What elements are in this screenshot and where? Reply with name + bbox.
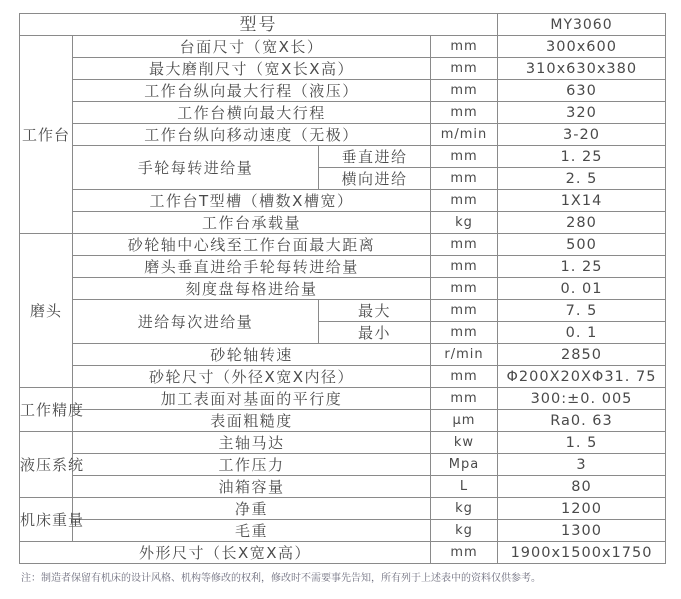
value-cell: 1. 5 bbox=[498, 432, 666, 454]
param-label: 工作台纵向最大行程（液压） bbox=[73, 80, 431, 102]
unit-cell: mm bbox=[431, 168, 498, 190]
unit-cell: mm bbox=[431, 256, 498, 278]
param-label: 工作压力 bbox=[73, 454, 431, 476]
value-cell: 1200 bbox=[498, 498, 666, 520]
unit-cell: L bbox=[431, 476, 498, 498]
group-label: 机床重量 bbox=[20, 498, 73, 542]
table-row bbox=[20, 432, 666, 454]
param-label: 加工表面对基面的平行度 bbox=[73, 388, 431, 410]
table-row bbox=[20, 212, 666, 234]
unit-cell: mm bbox=[431, 234, 498, 256]
spec-table bbox=[19, 13, 666, 564]
value-cell: 500 bbox=[498, 234, 666, 256]
spec-table-body bbox=[20, 14, 666, 564]
param-label: 油箱容量 bbox=[73, 476, 431, 498]
table-row bbox=[20, 476, 666, 498]
value-cell: 1. 25 bbox=[498, 146, 666, 168]
sub-param-label: 垂直进给 bbox=[319, 146, 431, 168]
param-label: 砂轮轴转速 bbox=[73, 344, 431, 366]
value-cell: 320 bbox=[498, 102, 666, 124]
table-row bbox=[20, 58, 666, 80]
param-label: 手轮每转进给量 bbox=[73, 146, 319, 190]
value-cell: Ra0. 63 bbox=[498, 410, 666, 432]
table-row bbox=[20, 388, 666, 410]
sub-param-label: 最大 bbox=[319, 300, 431, 322]
sub-param-label: 最小 bbox=[319, 322, 431, 344]
value-cell: 7. 5 bbox=[498, 300, 666, 322]
unit-cell: mm bbox=[431, 278, 498, 300]
value-cell: 1900x1500x1750 bbox=[498, 542, 666, 564]
unit-cell: Mpa bbox=[431, 454, 498, 476]
table-row bbox=[20, 344, 666, 366]
sub-param-label: 横向进给 bbox=[319, 168, 431, 190]
table-row bbox=[20, 36, 666, 58]
param-label: 砂轮尺寸（外径X宽X内径） bbox=[73, 366, 431, 388]
unit-cell: mm bbox=[431, 80, 498, 102]
value-cell: 3-20 bbox=[498, 124, 666, 146]
param-label: 台面尺寸（宽X长） bbox=[73, 36, 431, 58]
table-row bbox=[20, 256, 666, 278]
unit-cell: mm bbox=[431, 102, 498, 124]
param-label: 工作台纵向移动速度（无极） bbox=[73, 124, 431, 146]
param-label: 净重 bbox=[73, 498, 431, 520]
value-cell: 2850 bbox=[498, 344, 666, 366]
param-label: 主轴马达 bbox=[73, 432, 431, 454]
model-label: 型号 bbox=[20, 14, 498, 36]
table-row bbox=[20, 234, 666, 256]
unit-cell: kw bbox=[431, 432, 498, 454]
value-cell: 0. 1 bbox=[498, 322, 666, 344]
table-row bbox=[20, 542, 666, 564]
param-label: 刻度盘每格进给量 bbox=[73, 278, 431, 300]
param-label: 工作台T型槽（槽数X槽宽） bbox=[73, 190, 431, 212]
param-label: 进给每次进给量 bbox=[73, 300, 319, 344]
table-row bbox=[20, 146, 666, 168]
unit-cell: mm bbox=[431, 366, 498, 388]
unit-cell: mm bbox=[431, 58, 498, 80]
value-cell: 1300 bbox=[498, 520, 666, 542]
unit-cell: mm bbox=[431, 542, 498, 564]
unit-cell: mm bbox=[431, 146, 498, 168]
table-row bbox=[20, 80, 666, 102]
value-cell: 300x600 bbox=[498, 36, 666, 58]
disclaimer-note: 注：制造者保留有机床的设计风格、机构等修改的权利，修改时不需要事先告知，所有列于上述表中的资料仅供参考。 bbox=[21, 573, 541, 584]
table-row bbox=[20, 278, 666, 300]
value-cell: 1. 25 bbox=[498, 256, 666, 278]
value-cell: 300:±0. 005 bbox=[498, 388, 666, 410]
value-cell: 1X14 bbox=[498, 190, 666, 212]
header-row bbox=[20, 14, 666, 36]
model-value: MY3060 bbox=[498, 14, 666, 36]
unit-cell: μm bbox=[431, 410, 498, 432]
table-row bbox=[20, 102, 666, 124]
value-cell: 630 bbox=[498, 80, 666, 102]
param-label: 毛重 bbox=[73, 520, 431, 542]
table-row bbox=[20, 410, 666, 432]
value-cell: 2. 5 bbox=[498, 168, 666, 190]
group-label: 工作台 bbox=[20, 36, 73, 234]
param-label: 表面粗糙度 bbox=[73, 410, 431, 432]
unit-cell: kg bbox=[431, 212, 498, 234]
unit-cell: m/min bbox=[431, 124, 498, 146]
param-label: 外形尺寸（长X宽X高） bbox=[20, 542, 431, 564]
param-label: 砂轮轴中心线至工作台面最大距离 bbox=[73, 234, 431, 256]
group-label: 液压系统 bbox=[20, 432, 73, 498]
group-label: 磨头 bbox=[20, 234, 73, 388]
unit-cell: mm bbox=[431, 322, 498, 344]
param-label: 工作台横向最大行程 bbox=[73, 102, 431, 124]
unit-cell: mm bbox=[431, 36, 498, 58]
param-label: 最大磨削尺寸（宽X长X高） bbox=[73, 58, 431, 80]
table-row bbox=[20, 454, 666, 476]
table-row bbox=[20, 520, 666, 542]
value-cell: 280 bbox=[498, 212, 666, 234]
unit-cell: mm bbox=[431, 388, 498, 410]
group-label: 工作精度 bbox=[20, 388, 73, 432]
table-row bbox=[20, 498, 666, 520]
table-row bbox=[20, 124, 666, 146]
table-row bbox=[20, 366, 666, 388]
param-label: 工作台承载量 bbox=[73, 212, 431, 234]
unit-cell: kg bbox=[431, 498, 498, 520]
table-row bbox=[20, 300, 666, 322]
unit-cell: mm bbox=[431, 300, 498, 322]
table-row bbox=[20, 190, 666, 212]
value-cell: 80 bbox=[498, 476, 666, 498]
value-cell: 3 bbox=[498, 454, 666, 476]
value-cell: Φ200X20XΦ31. 75 bbox=[498, 366, 666, 388]
unit-cell: r/min bbox=[431, 344, 498, 366]
value-cell: 310x630x380 bbox=[498, 58, 666, 80]
param-label: 磨头垂直进给手轮每转进给量 bbox=[73, 256, 431, 278]
unit-cell: mm bbox=[431, 190, 498, 212]
unit-cell: kg bbox=[431, 520, 498, 542]
value-cell: 0. 01 bbox=[498, 278, 666, 300]
